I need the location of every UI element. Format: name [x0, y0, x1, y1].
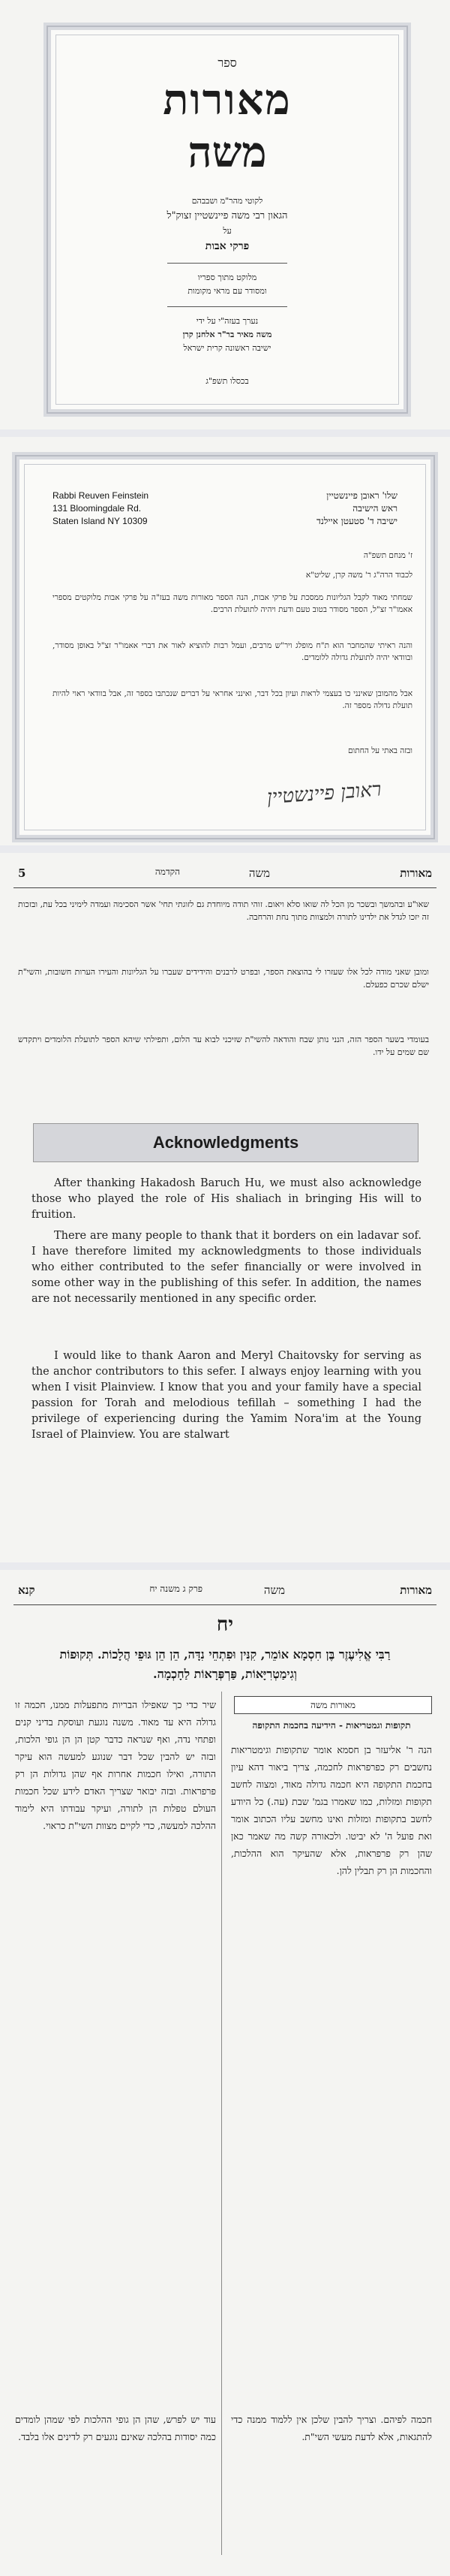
column-divider: [221, 1692, 222, 2555]
letter-paragraph: שמחתי מאוד לקבל הגליונות ממסכת על פרקי אבות, הנה הספר מאורות משה בעז"ה על פרקי אבות מלוקטים מספרי אאמו"ר זצ"ל, הספר מסודר בטוב טעם ודעת ויהיה לתועלת הרבים.: [52, 593, 412, 614]
english-paragraph: There are many people to thank that it borders on ein ladavar sof. I have therefore limited my acknowledgments to those individuals who either contributed to the sefer financially or were involved in some other way in the publishing of this sefer. In addition, the names are not necessarily mentioned in any specific order.: [32, 1230, 422, 1305]
letter-closing: ובזה באתי על החתום: [348, 746, 412, 755]
sources-line: ומסודר עם מראי מקומות: [188, 286, 267, 296]
header-book-title: מאורות: [400, 1583, 432, 1597]
intro-paragraph: ומובן שאני מודה לכל אלו שעזרו לי בהוצאת הספר, ובפרט לרבנים והידידים שעברו על הגליונות והעירו הערות חשובות, והשי"ת ישלם שכרם כפעלם.: [18, 967, 429, 990]
commentary-box-heading: מאורות משה: [234, 1696, 432, 1714]
address-line: ישיבה ד' סטעטן איילנד: [316, 516, 398, 526]
header-rule: [14, 887, 436, 888]
header-rule: [14, 1604, 436, 1605]
introduction-page: [0, 853, 450, 1562]
running-header: [0, 866, 450, 886]
header-section: הקדמה: [154, 866, 180, 877]
topic-heading: תקופות וגמטריאות - הידיעה בחכמת התקופה: [252, 1720, 411, 1731]
address-line: Staten Island NY 10309: [52, 516, 148, 526]
mishna-text: רַבִּי אֱלִיעֶזֶר בֶּן חִסְמָא אוֹמֵר, קִנִּין וּפִתְחֵי נִדָּה, הֵן הֵן גּוּפֵי הֲלָכוֹת. תְּקוּפוֹת וְגִימַטְרִיָּאוֹת, פַּרְפְּרָאוֹת לַחָכְמָה.: [59, 1647, 391, 1681]
header-book-subtitle: משה: [248, 866, 270, 880]
address-line: שלו' ראובן פיינשטיין: [326, 490, 398, 501]
intro-paragraph: בעומדי בשער הספר הזה, הנני נותן שבח והודאה להשי"ת שזיכני לבוא עד הלום, ותפילתי שיהא הספר לתועלת הלומדים ויתקדש שם שמים על ידו.: [18, 1035, 429, 1057]
english-address: [52, 490, 148, 528]
address-line: 131 Bloomingdale Rd.: [52, 503, 142, 514]
acknowledgments-title: Acknowledgments: [152, 1133, 299, 1152]
sefer-label: ספר: [218, 56, 237, 70]
ornamental-frame: [44, 23, 411, 417]
left-column-continuation: עוד יש לפרש, שהן הן גופי ההלכות לפי שמהן לומדים כמה יסודות בהלכה שאינם נוגעים רק לדינים אלו בלבד.: [15, 2414, 216, 2442]
book-title-line2: משה: [188, 128, 267, 177]
page-number: 5: [18, 866, 26, 880]
subtitle-line: לקוטי מהר"מ ושבבהם: [191, 196, 263, 206]
address-line: Rabbi Reuven Feinstein: [52, 490, 149, 501]
letter-paragraph: והנה ראיתי שהמחבר הוא ת"ח מופלג ויר"ש מרבים, ועמל רבות להוציא לאור את דברי אאמו"ר זצ"ל באופן מסודר, ובוודאי יהיה לתועלת גדולה ללומדים.: [52, 641, 412, 662]
header-book-subtitle: משה: [263, 1583, 285, 1597]
book-title-line1: מאורות: [163, 75, 292, 125]
mishna-number: יח: [216, 1613, 234, 1636]
commentary-page: [0, 1570, 450, 2576]
ornamental-frame: [12, 452, 438, 842]
letter-paragraph: אבל מהמובן שאינני כו בעצמי לראות ועיון בכל דבר, ואינני אחראי על דברים שנכתבו בספר זה, אבל בוודאי ראוי להיות תועלת גדולה מספר זה.: [52, 689, 412, 710]
header-book-title: מאורות: [400, 866, 432, 880]
intro-paragraph: שאו"ע ובהמשך ובשכר מן הכל לה שואו סלא ויאום. זוהי תודה מיוחדת גם לזוגתי תחי' אשר הסכימה ועמדה לימיני בכל עת, ובזכות זה יזכו לגדל את ילדינו לתורה ולמצוות מתוך נחת והרחבה.: [18, 899, 429, 922]
approbation-letter-page: [0, 437, 450, 845]
al-line: על: [223, 226, 232, 236]
hebrew-address: [316, 490, 398, 528]
english-paragraph: I would like to thank Aaron and Meryl Chaitovsky for serving as the anchor contributors to this sefer. I always enjoy learning with you when I visit Plainview. I know that you and your family have a special passion for Torah and melodious tefillah – something I had the privilege of experiencing during the Yamim Nora'im at the Young Israel of Plainview. You are stalwart: [32, 1350, 422, 1441]
editor-intro-line: נערך בעזה"י על ידי: [196, 316, 259, 326]
divider: [167, 263, 287, 264]
title-page: [0, 0, 450, 429]
running-header: [0, 1583, 450, 1603]
compiled-line: מלוקט מתוך ספריו: [197, 273, 257, 282]
year-line: בכסלו תשפ"ג: [206, 376, 249, 386]
header-section: פרק ג משנה יח: [149, 1583, 202, 1594]
page-number: קנא: [18, 1583, 35, 1597]
divider: [167, 306, 287, 307]
acknowledgments-banner: [33, 1123, 418, 1162]
author-line: הגאון רבי משה פיינשטיין זצוק"ל: [166, 210, 288, 221]
letter-date: ז' מנחם תשפ"ה: [363, 551, 412, 560]
address-line: ראש הישיבה: [352, 503, 398, 514]
editor-name-line: משה מאיר בר"ר אלחנן קרן: [182, 330, 272, 339]
institution-line: ישיבה ראשונה קרית ישראל: [183, 343, 272, 353]
signature: ראובן פיינשטיין: [266, 778, 382, 809]
right-column-text: הנה ר' אליעזר בן חסמא אומר שתקופות וגימטריאות נחשבים רק כפרפראות לחכמה, צריך ביאור דהא עיון בחכמת התקופה היא חכמה גדולה מאוד, ומצוה לחשב תקופות ומזלות, כמו שאמרו בגמ' שבת (עה.) כל היודע לחשב בתקופות ומזלות ואינו מחשב עליו הכתוב אומר ואת פועל ה' לא יביטו. ולכאורה קשה מה שאמר כאן שהן רק פרפראות, אלא שהעיקר הוא ההלכות, והחכמות הן רק תבלין להן.: [231, 1744, 432, 1876]
subject-line: פרקי אבות: [205, 240, 250, 252]
english-paragraph: After thanking Hakadosh Baruch Hu, we must also acknowledge those who played the role of His shaliach in bringing His will to fruition.: [32, 1177, 422, 1221]
letter-salutation: לכבוד הרה"ג ר' משה קרן, שליט"א: [305, 571, 412, 580]
left-column-text: שיר כדי כך שאפילו הבריות מתפעלות ממנו, חכמה זו גדולה היא עד מאוד. משנה נוגעת ועוסקת בדיני קנים ופתחי נדה, ואף שנראה כדבר קטן הן הן גופי הלכות, ובזה יש להבין שכל דבר שנוגע למעשה הוא עיקר התורה, ואילו חכמות אחרות אף שהן גדולות הן רק פרפראות. ובזה יבואר שצריך האדם לידע שכל חכמות העולם טפלות הן לתורה, ועיקר עבודתו היא לימוד ההלכה למעשה, כדי לקיים מצוות השי"ת כראוי.: [15, 1699, 216, 1831]
right-column-continuation: חכמה לפיהם. וצריך להבין שלכן אין ללמוד ממנה כדי להתגאות, אלא לדעת מעשי השי"ת.: [231, 2414, 432, 2442]
